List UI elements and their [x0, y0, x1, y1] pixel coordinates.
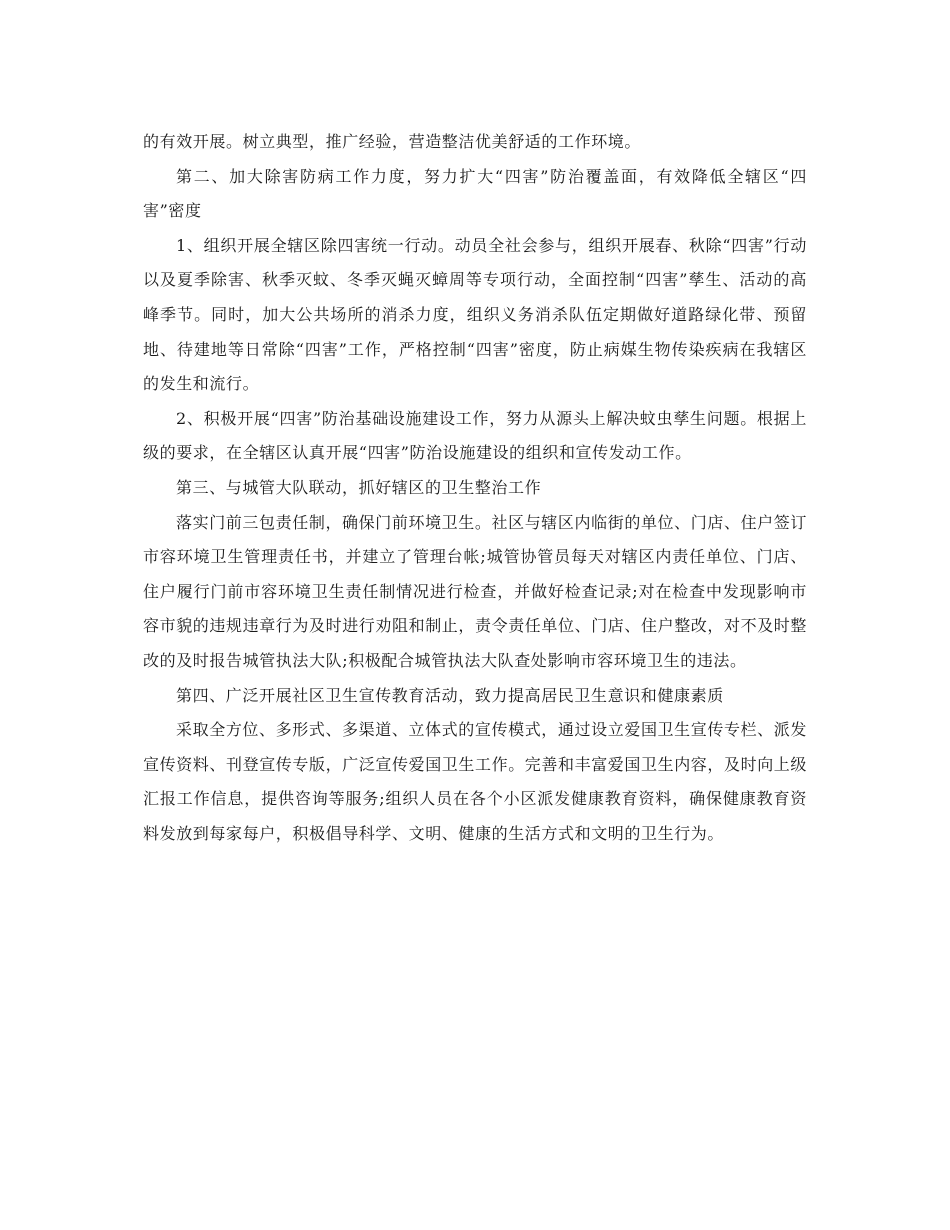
paragraph-item-2: 2、积极开展“四害”防治基础设施建设工作，努力从源头上解决蚊虫孳生问题。根据上级的要求，在全辖区认真开展“四害”防治设施建设的组织和宣传发动工作。 — [143, 408, 807, 463]
document-body — [143, 125, 807, 851]
section-heading-3: 第三、与城管大队联动，抓好辖区的卫生整治工作 — [176, 477, 542, 497]
paragraph-section-3: 落实门前三包责任制，确保门前环境卫生。社区与辖区内临街的单位、门店、住户签订市容环境卫生管理责任书，并建立了管理台帐;城管协管员每天对辖区内责任单位、门店、住户履行门前市容环境卫生责任制情况进行检查，并做好检查记录;对在检查中发现影响市容市貌的违规违章行为及时进行劝阻和制止，责令责任单位、门店、住户整改，对不及时整改的及时报告城管执法大队;积极配合城管执法大队查处影响市容环境卫生的违法。 — [143, 512, 808, 670]
section-heading-4: 第四、广泛开展社区卫生宣传教育活动，致力提高居民卫生意识和健康素质 — [176, 685, 724, 705]
paragraph-section-4: 采取全方位、多形式、多渠道、立体式的宣传模式，通过设立爱国卫生宣传专栏、派发宣传资料、刊登宣传专版，广泛宣传爱国卫生工作。完善和丰富爱国卫生内容，及时向上级汇报工作信息，提供咨询等服务;组织人员在各个小区派发健康教育资料，确保健康教育资料发放到每家每户，积极倡导科学、文明、健康的生活方式和文明的卫生行为。 — [143, 720, 808, 843]
paragraph-continuation: 的有效开展。树立典型，推广经验，营造整洁优美舒适的工作环境。 — [143, 132, 642, 151]
section-heading-2: 第二、加大除害防病工作力度，努力扩大“四害”防治覆盖面，有效降低全辖区“四害”密度 — [143, 166, 807, 221]
paragraph-item-1: 1、组织开展全辖区除四害统一行动。动员全社会参与，组织开展春、秋除“四害”行动以及夏季除害、秋季灭蚊、冬季灭蝇灭蟑周等专项行动，全面控制“四害”孳生、活动的高峰季节。同时，加大公共场所的消杀力度，组织义务消杀队伍定期做好道路绿化带、预留地、待建地等日常除“四害”工作，严格控制“四害”密度，防止病媒生物传染疾病在我辖区的发生和流行。 — [143, 235, 807, 394]
